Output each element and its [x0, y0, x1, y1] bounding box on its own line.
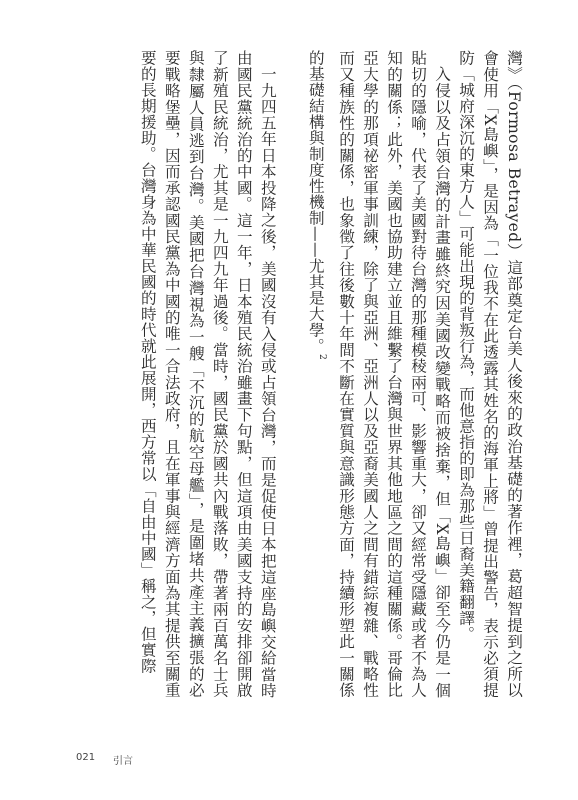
- paragraph-2-text: 入侵以及占領台灣的計畫雖終究因美國改變戰略而被捨棄，但「X島嶼」卻至今仍是一個貼切的隱喻，代表了美國對待台灣的那種模稜兩可、影響重大，卻又經常受隱藏或者不為人知的關係；此外，美國也協助建立並且維繫了台灣與世界其他地區之間的這種關係。哥倫比亞大學的那項祕密軍事訓練，除了與亞洲、亞洲人以及亞裔美國人之間有錯綜複雜、戰略性而又種族性的關係，也象徵了往後數十年間不斷在實質與意識形態方面，持續形塑此一關係的基礎結構與制度性機制——尤其是大學。: [306, 50, 451, 698]
- paragraph-2: [304, 50, 454, 698]
- page-number: 021: [76, 752, 96, 763]
- footnote-ref[interactable]: 2: [317, 354, 327, 361]
- paragraph-1: 灣》（Formosa Betrayed）這部奠定台美人後來的政治基礎的著作裡，葛超智提到之所以會使用「X島嶼」，是因為「一位我不在此透露其姓名的海軍上將」曾提出警告，表示必須提防「城府深沉的東方人」可能出現的背叛行為，而他意指的即為那些日裔美籍翻譯。: [457, 50, 523, 698]
- body-text: [66, 50, 526, 698]
- running-head: 引言: [113, 756, 133, 767]
- paragraph-3: 一九四五年日本投降之後，美國沒有入侵或占領台灣，而是促使日本把這座島嶼交給當時由國民黨統治的中國。這一年，日本殖民統治雖畫下句點，但這項由美國支持的安排卻開啟了新殖民統治，尤其是一九四九年過後。當時，國民黨於國共內戰落敗，帶著兩百萬名士兵與隸屬人員逃到台灣。美國把台灣視為一艘「不沉的航空母艦」，是圍堵共產主義擴張的必要戰略堡壘，因而承認國民黨為中國的唯一合法政府，且在軍事與經濟方面為其提供至關重要的長期援助。台灣身為中華民國的時代就此展開，西方常以「自由中國」稱之，但實際: [138, 50, 277, 698]
